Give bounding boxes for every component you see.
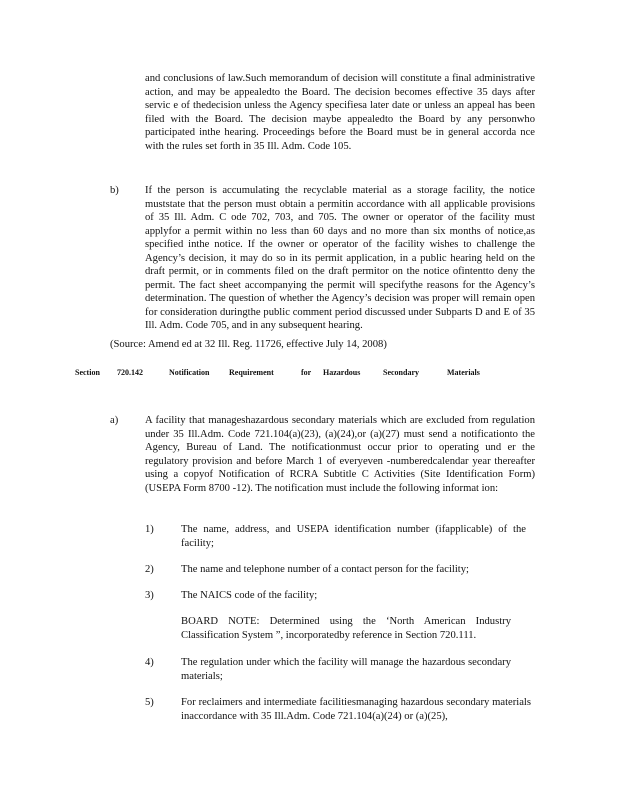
section-title-word-3: for [301,368,312,377]
section-word: Section [75,368,100,377]
subsection-a-paragraph: A facility that manageshazardous secondary materials which are excluded from regulation under 35 Ill.Adm. Code 721.104(a)(23), (a)(24),or (a)(27) must send a notificationto the Agency, Bureau of Land. The notificationmust occur prior to operating und er the regulatory provision and before March 1 of everyeven -numberedcalendar year thereafter using a copyof Notification of RCRA Subtitle C Activities (Site Identification Form) (USEPA Form 8700 -12). The notification must include the following informat ion: [145,415,535,494]
section-title-word-2: Requirement [229,368,274,377]
item-1-text: The name, address, and USEPA identification number (ifapplicable) of the facility; [181,524,526,549]
section-title-word-4: Hazardous [323,368,361,377]
item-5-text: For reclaimers and intermediate facilitiesmanaging hazardous secondary materials inaccordance with 35 Ill.Adm. Code 721.104(a)(24) or (a)(25), [181,697,531,722]
item-2-text: The name and telephone number of a contact person for the facility; [181,564,469,575]
section-title-word-1: Notification [169,368,210,377]
section-title-word-5: Secondary [383,368,419,377]
item-4-label: 4) [145,657,154,668]
item-3-board-note: BOARD NOTE: Determined using the ‘North American Industry Classification System ”, incorporatedby reference in Section 720.111. [181,616,511,641]
item-4-text: The regulation under which the facility will manage the hazardous secondary materials; [181,657,511,682]
item-5-label: 5) [145,697,154,708]
item-2-label: 2) [145,564,154,575]
item-3-label: 3) [145,590,154,601]
section-title-word-6: Materials [447,368,480,377]
subsection-b-label: b) [110,185,119,196]
item-3-text: The NAICS code of the facility; [181,590,318,601]
item-1-label: 1) [145,524,154,535]
section-number: 720.142 [117,368,143,377]
continuation-paragraph: and conclusions of law.Such memorandum of decision will constitute a final administrative action, and may be appealedto the Board. The decision becomes effective 35 days after servic e of thedecision unless the Agency specifiesa later date or unless an appeal has been filed with the Board. The decision maybe appealedto the Board by any personwho participated inthe hearing. Proceedings before the Board must be in general accorda nce with the rules set forth in 35 Ill. Adm. Code 105. [145,73,535,152]
subsection-a-label: a) [110,415,119,426]
source-note: (Source: Amend ed at 32 Ill. Reg. 11726, effective July 14, 2008) [110,339,387,350]
section-heading [75,367,480,378]
subsection-b-paragraph: If the person is accumulating the recyclable material as a storage facility, the notice muststate that the person must obtain a permitin accordance with all applicable provisions of 35 Ill. Adm. C ode 702, 703, and 705. The owner or operator of the facility must applyfor a permit within no less than 60 days and no more than six months of notice,as specified inthe notice. If the owner or operator of the facility wishes to challenge the Agency’s decision, it may do so in its permit application, in a public hearing held on the draft permit, or in comments filed on the draft permitor on the notice ofintentto deny the permit. The fact sheet accompanying the permit will specifythe reasons for the Agency’s determination. The question of whether the Agency’s decision was proper will remain open for consideration duringthe public comment period discussed under Subparts D and E of 35 Ill. Adm. Code 705, and in any subsequent hearing. [145,185,535,331]
